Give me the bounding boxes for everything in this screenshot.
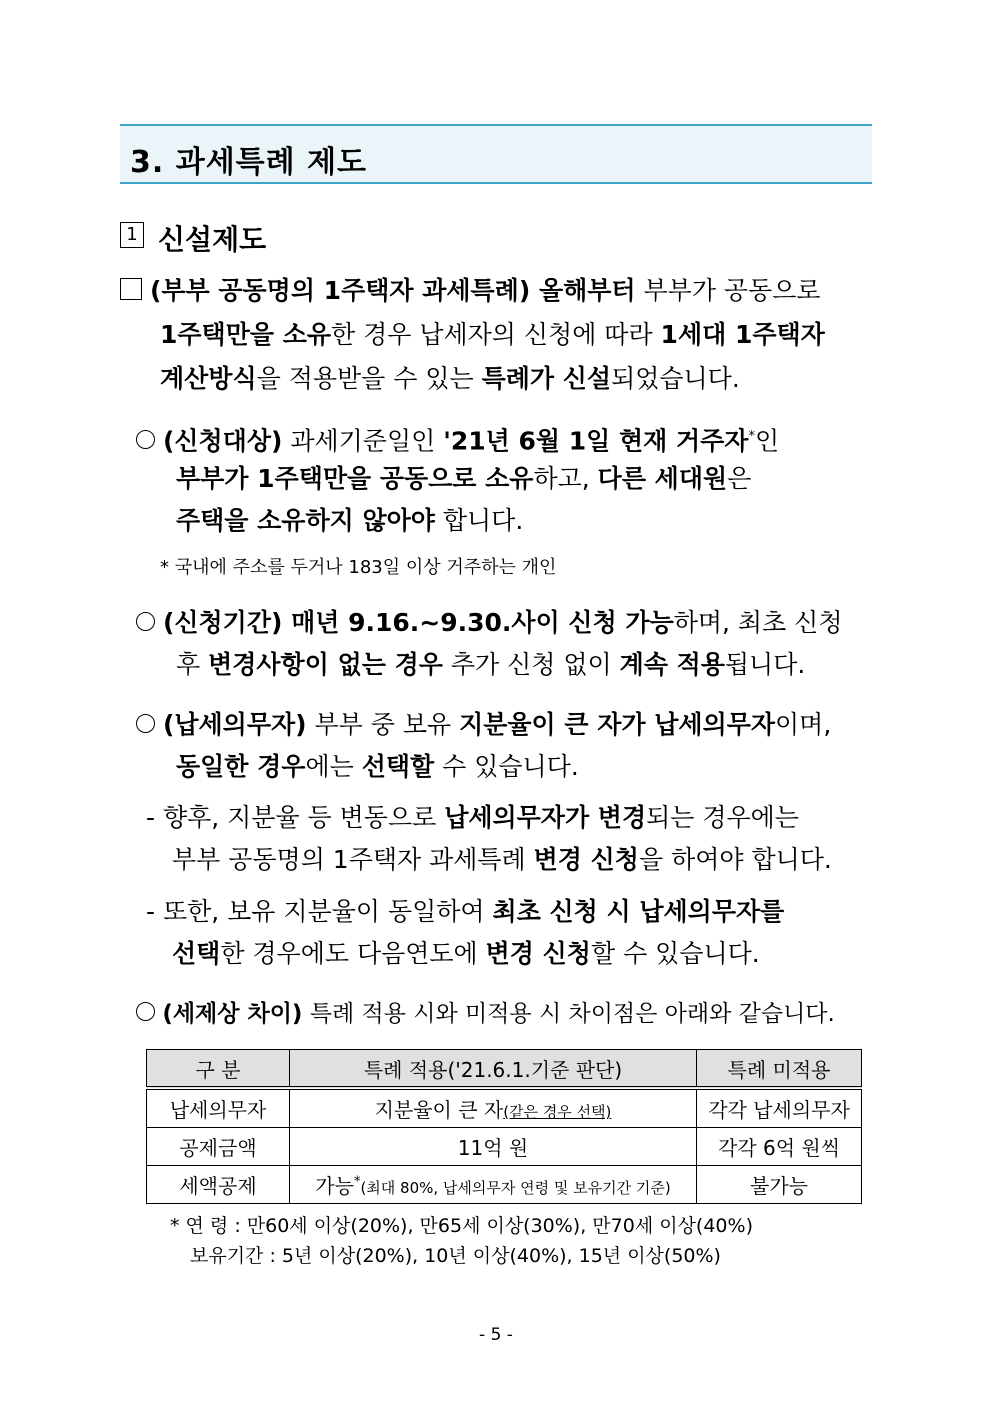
- taxpayer-text: 납세의무자가 변경: [444, 803, 647, 832]
- taxpayer-text: 부부 중 보유: [306, 710, 460, 739]
- taxpayer-text: 동일한 경우: [176, 752, 306, 781]
- intro-text: 특례가 신설: [481, 364, 612, 393]
- taxpayer-dash-1-line-2: [172, 843, 832, 877]
- table-footnote-line-1: * 연 령 : 만60세 이상(20%), 만65세 이상(30%), 만70세 이상(40%): [170, 1215, 753, 1237]
- cell-note: (최대 80%, 납세의무자 연령 및 보유기간 기준): [360, 1179, 671, 1197]
- apply-target-text: 부부가 1주택만을 공동으로 소유: [176, 464, 534, 493]
- intro-text: (부부 공동명의 1주택자 과세특례) 올해부터: [149, 276, 636, 305]
- taxpayer-text: 수 있습니다.: [434, 752, 579, 781]
- footnote-marker: *: [353, 1174, 361, 1190]
- section-title: 3. 과세특례 제도: [130, 145, 368, 180]
- apply-target-text: (신청대상): [162, 426, 283, 456]
- apply-period-text: 변경사항이 없는 경우: [208, 650, 443, 679]
- tax-diff-line: [136, 997, 835, 1031]
- intro-text: 1세대 1주택자: [660, 320, 825, 349]
- intro-text: 부부가 공동으로: [635, 276, 821, 305]
- intro-line-1: [120, 274, 821, 308]
- apply-period-text: 됩니다.: [724, 650, 806, 679]
- square-bullet-icon: [120, 278, 142, 300]
- circle-bullet-icon: [136, 714, 155, 733]
- apply-period-text: (신청기간) 매년 9.16.~9.30.사이 신청 가능: [162, 608, 674, 637]
- apply-period-line-2: [176, 648, 805, 682]
- taxpayer-text: - 향후, 지분율 등 변동으로: [146, 803, 445, 832]
- taxpayer-text: 이며,: [775, 710, 832, 739]
- taxpayer-text: 선택할: [361, 752, 435, 781]
- taxpayer-text: 을 하여야 합니다.: [638, 845, 832, 874]
- tax-diff-text: (세제상 차이): [162, 1001, 303, 1027]
- taxpayer-text: 지분율이 큰 자가 납세의무자: [459, 710, 776, 739]
- subsection-number-box: 1: [120, 222, 144, 248]
- taxpayer-dash-2-line-1: [146, 895, 784, 929]
- apply-period-text: 추가 신청 없이: [442, 650, 620, 679]
- taxpayer-text: 한 경우에도 다음연도에: [220, 939, 486, 968]
- table-row: [147, 1088, 862, 1128]
- taxpayer-line-2: [176, 750, 579, 784]
- intro-text: 한 경우 납세자의 신청에 따라: [331, 320, 661, 349]
- apply-target-text: 인: [754, 426, 780, 456]
- circle-bullet-icon: [136, 430, 155, 449]
- apply-target-line-1: [136, 420, 779, 458]
- table-cell: 불가능: [697, 1166, 862, 1204]
- subsection-title: 신설제도: [158, 223, 267, 256]
- apply-target-text: 주택을 소유하지 않아야: [176, 506, 435, 535]
- apply-target-text: '21년 6월 1일 현재 거주자: [443, 426, 749, 456]
- taxpayer-text: 최초 신청 시 납세의무자를: [492, 897, 785, 926]
- resident-footnote: * 국내에 주소를 두거나 183일 이상 거주하는 개인: [160, 557, 557, 578]
- apply-period-text: 계속 적용: [619, 650, 725, 679]
- apply-period-line-1: [136, 606, 842, 640]
- table-cell: 납세의무자: [147, 1088, 290, 1128]
- circle-bullet-icon: [136, 1002, 155, 1021]
- section-title-bar: [120, 124, 872, 184]
- apply-target-line-2: [176, 462, 751, 496]
- taxpayer-dash-1-line-1: [146, 801, 799, 835]
- cell-text: 가능: [315, 1174, 354, 1198]
- tax-diff-text: 특례 적용 시와 미적용 시 차이점은 아래와 같습니다.: [302, 1001, 835, 1027]
- taxpayer-dash-2-line-2: [172, 937, 760, 971]
- apply-target-text: 합니다.: [434, 506, 524, 535]
- intro-text: 을 적용받을 수 있는: [256, 364, 482, 393]
- intro-line-2: [160, 318, 825, 352]
- taxpayer-text: 에는: [305, 752, 362, 781]
- subsection-heading: [120, 218, 266, 254]
- apply-target-text: 하고,: [533, 464, 598, 493]
- intro-text: 계산방식: [160, 364, 257, 393]
- table-footnote-line-2: 보유기간 : 5년 이상(20%), 10년 이상(40%), 15년 이상(50%): [190, 1245, 721, 1267]
- taxpayer-text: 선택: [172, 939, 221, 968]
- table-cell: 11억 원: [290, 1128, 697, 1166]
- footnote-marker: *: [748, 429, 755, 444]
- circle-bullet-icon: [136, 612, 155, 631]
- taxpayer-text: 할 수 있습니다.: [590, 939, 760, 968]
- intro-line-3: [160, 362, 740, 396]
- apply-period-text: 후: [176, 650, 209, 679]
- apply-target-line-3: [176, 504, 523, 538]
- table-cell: 공제금액: [147, 1128, 290, 1166]
- table-header-row: [147, 1050, 862, 1089]
- comparison-table: [146, 1049, 862, 1204]
- apply-period-text: 하며, 최초 신청: [673, 608, 843, 637]
- table-row: [147, 1128, 862, 1166]
- table-cell: [290, 1088, 697, 1128]
- table-cell: 각각 납세의무자: [697, 1088, 862, 1128]
- taxpayer-text: 변경 신청: [485, 939, 591, 968]
- apply-target-text: 과세기준일인: [282, 426, 444, 456]
- table-cell: [290, 1166, 697, 1204]
- table-header-cell: 특례 미적용: [697, 1050, 862, 1089]
- apply-target-text: 다른 세대원: [597, 464, 728, 493]
- page-number: - 5 -: [479, 1325, 513, 1345]
- intro-text: 되었습니다.: [611, 364, 740, 393]
- taxpayer-text: 되는 경우에는: [646, 803, 799, 832]
- table-row: [147, 1166, 862, 1204]
- cell-text: 지분율이 큰 자: [374, 1098, 504, 1122]
- taxpayer-text: 부부 공동명의 1주택자 과세특례: [172, 845, 534, 874]
- taxpayer-text: - 또한, 보유 지분율이 동일하여: [146, 897, 493, 926]
- taxpayer-line-1: [136, 708, 831, 742]
- intro-text: 1주택만을 소유: [160, 320, 331, 349]
- taxpayer-text: (납세의무자): [162, 710, 307, 739]
- taxpayer-text: 변경 신청: [533, 845, 639, 874]
- apply-target-text: 은: [727, 464, 752, 493]
- table-cell: 각각 6억 원씩: [697, 1128, 862, 1166]
- table-header-cell: 특례 적용('21.6.1.기준 판단): [290, 1050, 697, 1089]
- table-cell: 세액공제: [147, 1166, 290, 1204]
- cell-note: (같은 경우 선택): [503, 1103, 612, 1121]
- table-header-cell: 구 분: [147, 1050, 290, 1089]
